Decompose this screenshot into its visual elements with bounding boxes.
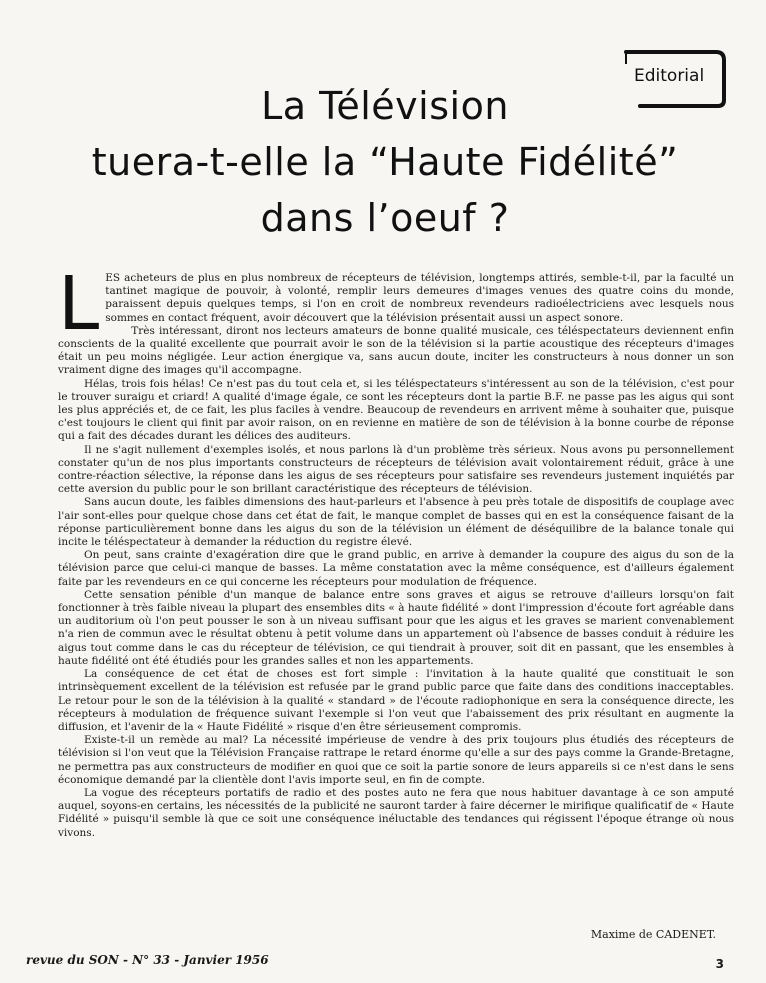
drop-cap: L bbox=[58, 261, 100, 347]
title-line: tuera-t-elle la “Haute Fidélité” bbox=[91, 140, 679, 184]
page-title bbox=[40, 78, 730, 246]
author-signature: Maxime de CADENET. bbox=[590, 928, 716, 941]
paragraph: On peut, sans crainte d'exagération dire que le grand public, en arrive à demander la coupure des aigus du son de la télévision parce que celui-ci manque de basses. La même constatation avec la même conséquence, est d'ailleurs également faite par les revendeurs en ce qui concerne les récepteurs pour modulation de fréquence. bbox=[58, 549, 734, 588]
paragraph bbox=[58, 261, 734, 347]
paragraph: Cette sensation pénible d'un manque de balance entre sons graves et aigus se retrouve d'ailleurs lorsqu'on fait fonctionner à très faible niveau la plupart des ensembles dits « à haute fidélité » dont l'impression d'écoute fort agréable dans un auditorium où l'on peut pousser le son à un niveau suffisant pour que les aigus et les graves se marient convenablement n'a rien de commun avec le résultat obtenu à petit volume dans un appartement où l'absence de basses conduit à réduire les aigus tout comme dans le cas du récepteur de télévision, ce qui tiendrait à prouver, soit dit en passant, que les ensembles à haute fidélité ont été étudiés pour les grandes salles et non les appartements. bbox=[58, 588, 734, 667]
paragraph: Sans aucun doute, les faibles dimensions des haut-parleurs et l'absence à peu près totale de dispositifs de couplage avec l'air sont-elles pour quelque chose dans cet état de fait, le manque complet de basses qui en est la conséquence faisant de la réponse particulièrement bonne dans les aigus du son de la télévision un élément de déséquilibre de la balance tonale qui incite le téléspectateur à demander la réduction du registre élevé. bbox=[58, 496, 734, 549]
title-line: dans l’oeuf ? bbox=[260, 196, 510, 240]
paragraph: Il ne s'agit nullement d'exemples isolés, et nous parlons là d'un problème très sérieux. Nous avons pu personnellement constater qu'un de nos plus importants constructeurs de récepteurs de télévision avait volontairement réduit, grâce à une contre-réaction sélective, la réponse dans les aigus de ses récepteurs pour satisfaire ses revendeurs justement inquiétés par cette aversion du public pour le son brillant caractéristique des récepteurs de télévision. bbox=[58, 443, 734, 496]
paragraph: Hélas, trois fois hélas! Ce n'est pas du tout cela et, si les téléspectateurs s'intéressent au son de la télévision, c'est pour le trouver suraigu et criard! A qualité d'image égale, ce sont les récepteurs dont la partie B.F. ne passe pas les aigus qui sont les plus appréciés et, de ce fait, les plus faciles à vendre. Beaucoup de revendeurs en arrivent même à souhaiter que, puisque c'est toujours le client qui finit par avoir raison, on en revienne en matière de son de télévision à la bonne courbe de réponse qui a fait des décades durant les délices des auditeurs. bbox=[58, 377, 734, 443]
paragraph: La conséquence de cet état de choses est fort simple : l'invitation à la haute qualité que constituait le son intrinsèquement excellent de la télévision est refusée par le grand public parce que faite dans des conditions inacceptables. Le retour pour le son de la télévision à la qualité « standard » de l'écoute radiophonique en sera la conséquence directe, les récepteurs à modulation de fréquence suivant l'exemple si l'on veut que l'abaissement des prix résultant en augmente la diffusion, et l'avenir de la « Haute Fidélité » risque d'en être sérieusement compromis. bbox=[58, 668, 734, 733]
paragraph: La vogue des récepteurs portatifs de radio et des postes auto ne fera que nous habituer davantage à ce son amputé auquel, soyons-en certains, les nécessités de la publicité ne sauront tarder à faire décerner le mirifique qualificatif de « Haute Fidélité » puisqu'il semble là que ce soit une conséquence inéluctable des tendances qui régissent l'époque étrange où nous vivons. bbox=[58, 786, 734, 839]
title-line: La Télévision bbox=[261, 84, 509, 128]
paragraph: Existe-t-il un remède au mal? La nécessité impérieuse de vendre à des prix toujours plus étudiés des récepteurs de télévision si l'on veut que la Télévision Française rattrape le retard énorme qu'elle a sur des pays comme la Grande-Bretagne, ne permettra pas aux constructeurs de modifier en quoi que ce soit la partie sonore de leurs appareils si ce n'est dans le sens économique demandé par la clientèle dont l'avis importe seul, en fin de compte. bbox=[58, 734, 734, 786]
article-body bbox=[58, 261, 734, 840]
paragraph-text: ES acheteurs de plus en plus nombreux de récepteurs de télévision, longtemps attirés, semble-t-il, par la faculté un tantinet magique de pouvoir, à volonté, remplir leurs demeures d'images venues des quatre coins du monde, paraissent depuis quelques temps, si l'on en croit de nombreux revendeurs radioélectriciens avec lesquels nous sommes en contact fréquent, avoir découvert que la télévision présentait aussi un aspect sonore. bbox=[105, 272, 734, 324]
paragraph: Très intéressant, diront nos lecteurs amateurs de bonne qualité musicale, ces téléspectateurs deviennent enfin conscients de la qualité excellente que pourrait avoir le son de la télévision si la partie acoustique des récepteurs d'images était un peu moins négligée. Leur action énergique va, sans aucun doute, inciter les constructeurs à nous donner un son vraiment digne des images qu'il accompagne. bbox=[58, 324, 734, 377]
page-footer: revue du SON - N° 33 - Janvier 1956 bbox=[26, 953, 269, 967]
section-label: Editorial bbox=[634, 66, 705, 86]
page-number: 3 bbox=[715, 957, 724, 971]
